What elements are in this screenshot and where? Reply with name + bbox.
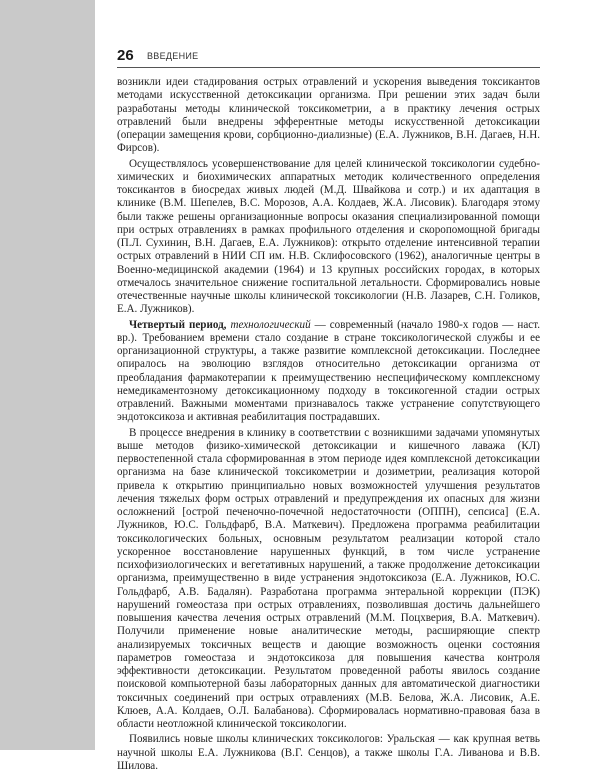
paragraph-3 [117,319,540,425]
section-title: ВВЕДЕНИЕ [147,51,199,61]
header-rule [117,67,540,68]
page-header [117,47,540,69]
paragraph-4: В процессе внедрения в клинику в соответствии с возникшими задачами упомянутых выше методов физико-химической детоксикации и кишечного лаважа (КЛ) первостепенной стала сформированная в этом периоде идея комплексной детоксикации организма на базе клинической токсикометрии и дозиметрии, реализация которой привела к открытию принципиально новых возможностей улучшения результатов лечения тяжелых форм острых отравлений и предупреждения их опасных для жизни осложнений [острой печеночно-почечной недостаточности (ОППН), сепсиса] (Е.А. Лужников, Ю.С. Гольдфарб, В.А. Маткевич). Предложена программа реабилитации токсикологических больных, основным результатом реализации которой стало ускоренное восстановление нарушенных функций, в том числе устранение психофизиологических и вегетативных нарушений, а также продолжение детоксикации организма, преимущественно в виде устранения эндотоксикоза (Е.А. Лужников, Ю.С. Гольдфарб, А.В. Бадалян). Разработана программа энтеральной коррекции (ПЭК) нарушений гомеостаза при острых отравлениях, позволившая достичь дальнейшего повышения качества лечения острых отравлений (М.М. Поцхверия, В.А. Маткевич). Получили применение новые аналитические методы, расширяющие спектр анализируемых токсичных веществ и дающие возможность оценки состояния параметров гомеостаза и эндотоксикоза для повышения качества контроля эффективности детоксикации. Результатом проведенной работы явилось создание поисковой компьютерной базы лабораторных данных для автоматической диагностики токсичных соединений при острых отравлениях (М.В. Белова, Ж.А. Лисовик, А.Е. Клюев, А.А. Колдаев, О.Л. Балабанова). Сформировалась нормативно-правовая база в области неотложной клинической токсикологии. [117,426,540,730]
page-body [117,76,540,775]
paragraph-3-text: — современный (начало 1980-х годов — наст. вр.). Требованием времени стало создание в стране токсикологической службы и ее организационной структуры, а также развитие комплексной детоксикации. Последнее опиралось на эволюцию взглядов относительно детоксикации организма от преобладания фармакотерапии к преимуществению неспецифическому комплексному немедикаментозному детоксикационному подходу в токсикогенной стадии острых отравлений. Важными моментами признавалось также устранение сопутствующего эндотоксикоза и активная реабилитация пострадавших. [117,318,540,424]
paragraph-5: Появились новые школы клинических токсикологов: Уральская — как крупная ветвь научной школы Е.А. Лужникова (В.Г. Сенцов), а также школы Г.А. Ливанова и В.В. Шилова. [117,733,540,772]
paragraph-1: возникли идеи стадирования острых отравлений и ускорения выведения токсикантов методами искусственной детоксикации организма. При решении этих задач были разработаны методы клинической токсикометрии, а в практику лечения острых отравлений были внедрены эфферентные методы искусственной детоксикации (операции замещения крови, сорбционно-диализные) (Е.А. Лужников, В.Н. Дагаев, Н.Н. Фирсов). [117,76,540,155]
page-number: 26 [117,47,134,64]
margin-band [0,0,95,750]
period-heading: Четвертый период, [129,318,227,331]
period-name: технологический [230,318,311,331]
paragraph-2: Осуществлялось усовершенствование для целей клинической токсикологии судебно-химических и биохимических аппаратных методик количественного определения токсикантов в биосредах живых людей (М.Д. Швайкова и сотр.) и их адаптация в клинике (В.М. Шепелев, В.С. Морозов, А.А. Колдаев, Ж.А. Лисовик). Благодаря этому были также решены организационные вопросы оказания специализированной помощи при острых отравлениях в рамках профильного отделения и скоропомощной бригады (П.Л. Сухинин, В.Н. Дагаев, Е.А. Лужников): открыто отделение интенсивной терапии острых отравлений в НИИ СП им. Н.В. Склифосовского (1962), аналогичные центры в Военно-медицинской академии (1964) и 13 крупных российских городах, в которых отмечалось значительное снижение госпитальной летальности. Сформировались новые отечественные научные школы клинической токсикологии (Н.В. Лазарев, С.Н. Голиков, Е.А. Лужников). [117,157,540,316]
